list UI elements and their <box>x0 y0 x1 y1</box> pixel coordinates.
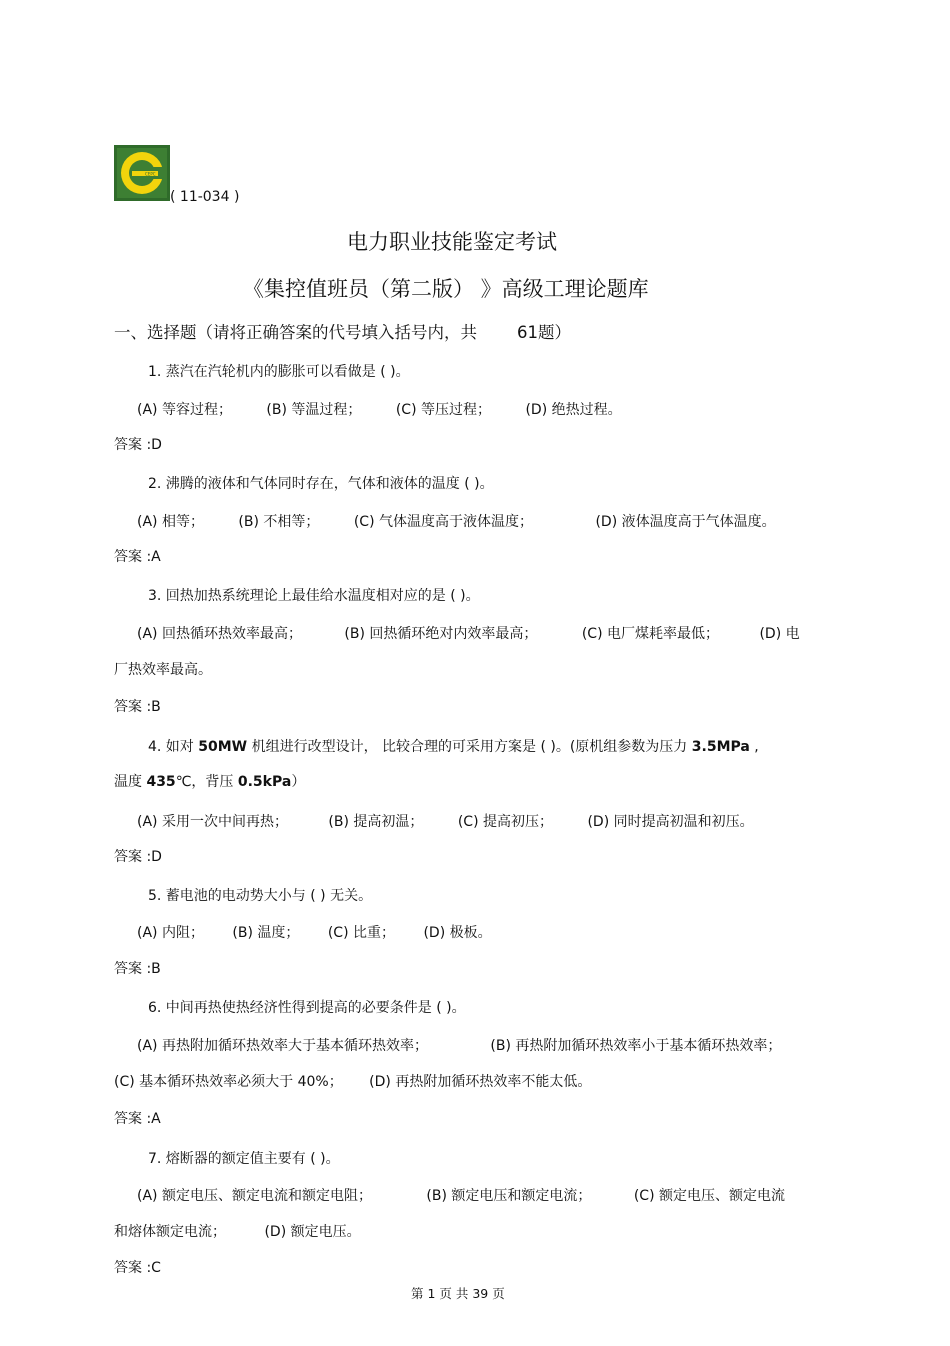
cepc-logo-icon <box>114 145 170 201</box>
question-3-answer: 答案 :B <box>114 699 161 715</box>
document-subtitle: 《集控值班员（第二版） 》高级工理论题库 <box>243 277 649 301</box>
section-heading-count: 61题） <box>517 323 571 342</box>
option-a: (A) 额定电压、额定电流和额定电阻； <box>137 1188 372 1204</box>
option-c: (C) 电厂煤耗率最低； <box>581 626 719 642</box>
option-d: (D) 极板。 <box>423 925 492 941</box>
option-b: (B) 再热附加循环热效率小于基本循环热效率； <box>490 1038 782 1054</box>
stem-value: 3.5MPa <box>691 739 750 755</box>
option-c: (C) 气体温度高于液体温度； <box>353 514 533 530</box>
option-c: (C) 比重； <box>327 925 395 941</box>
option-c: (C) 等压过程； <box>395 402 491 418</box>
question-4-answer: 答案 :D <box>114 849 162 865</box>
stem-text: ） <box>291 774 306 790</box>
option-c: (C) 提高初压； <box>457 814 553 830</box>
question-2-answer: 答案 :A <box>114 549 161 565</box>
option-d: (D) 电 <box>759 626 800 642</box>
stem-text: 4. 如对 <box>148 739 199 755</box>
option-c: (C) 基本循环热效率必须大于 40%； <box>114 1074 343 1090</box>
stem-text: 温度 <box>114 774 147 790</box>
page-number: 第 1 页 共 39 页 <box>411 1286 505 1301</box>
question-1-answer: 答案 :D <box>114 437 162 453</box>
option-b: (B) 温度； <box>232 925 300 941</box>
question-6-options-continued <box>114 1071 591 1091</box>
question-5-stem: 5. 蓄电池的电动势大小与 ( ) 无关。 <box>148 888 373 904</box>
question-3-options <box>137 623 800 643</box>
option-d: (D) 额定电压。 <box>264 1224 361 1240</box>
stem-value: 0.5kPa <box>237 774 292 790</box>
section-heading <box>114 319 571 343</box>
question-2-stem: 2. 沸腾的液体和气体同时存在，气体和液体的温度 ( )。 <box>148 476 494 492</box>
option-d: (D) 绝热过程。 <box>525 402 622 418</box>
option-d: (D) 同时提高初温和初压。 <box>587 814 754 830</box>
question-4-options <box>137 811 754 831</box>
stem-text: ℃，背压 <box>175 774 238 790</box>
option-a: (A) 再热附加循环热效率大于基本循环热效率； <box>137 1038 428 1054</box>
option-a: (A) 等容过程； <box>137 402 232 418</box>
question-2-options <box>137 511 776 531</box>
question-3-options-continued: 厂热效率最高。 <box>114 662 212 678</box>
option-d: (D) 再热附加循环热效率不能太低。 <box>369 1074 592 1090</box>
question-6-stem: 6. 中间再热使热经济性得到提高的必要条件是 ( )。 <box>148 1000 466 1016</box>
option-b: (B) 等温过程； <box>266 402 362 418</box>
option-a: (A) 采用一次中间再热； <box>137 814 288 830</box>
option-b: (B) 不相等； <box>238 514 320 530</box>
option-c-continued: 和熔体额定电流； <box>114 1224 226 1240</box>
question-7-stem: 7. 熔断器的额定值主要有 ( )。 <box>148 1151 340 1167</box>
question-4-stem <box>148 736 759 756</box>
option-a: (A) 回热循环热效率最高； <box>137 626 302 642</box>
question-1-options <box>137 399 622 419</box>
option-a: (A) 相等； <box>137 514 204 530</box>
option-b: (B) 回热循环绝对内效率最高； <box>344 626 538 642</box>
question-1-stem: 1. 蒸汽在汽轮机内的膨胀可以看做是 ( )。 <box>148 364 410 380</box>
question-4-stem-continued <box>114 771 305 791</box>
stem-value: 435 <box>146 774 176 790</box>
svg-text:CEPC: CEPC <box>145 171 156 177</box>
stem-value: 50MW <box>198 739 248 755</box>
option-b: (B) 提高初温； <box>328 814 424 830</box>
option-c: (C) 额定电压、额定电流 <box>633 1188 785 1204</box>
option-a: (A) 内阻； <box>137 925 204 941</box>
option-b: (B) 额定电压和额定电流； <box>426 1188 592 1204</box>
question-6-answer: 答案 :A <box>114 1111 161 1127</box>
question-5-answer: 答案 :B <box>114 961 161 977</box>
question-7-options <box>137 1185 785 1205</box>
document-title: 电力职业技能鉴定考试 <box>347 230 557 254</box>
stem-text: 机组进行改型设计， 比较合理的可采用方案是 ( )。(原机组参数为压力 <box>247 739 692 755</box>
question-7-options-continued <box>114 1221 361 1241</box>
question-5-options <box>137 922 492 942</box>
section-heading-text: 一、选择题（请将正确答案的代号填入括号内，共 <box>114 323 477 342</box>
option-d: (D) 液体温度高于气体温度。 <box>595 514 776 530</box>
stem-text: , <box>749 739 759 755</box>
question-6-options <box>137 1035 781 1055</box>
question-7-answer: 答案 :C <box>114 1260 161 1276</box>
question-3-stem: 3. 回热加热系统理论上最佳给水温度相对应的是 ( )。 <box>148 588 480 604</box>
document-code: ( 11-034 ) <box>170 189 240 205</box>
